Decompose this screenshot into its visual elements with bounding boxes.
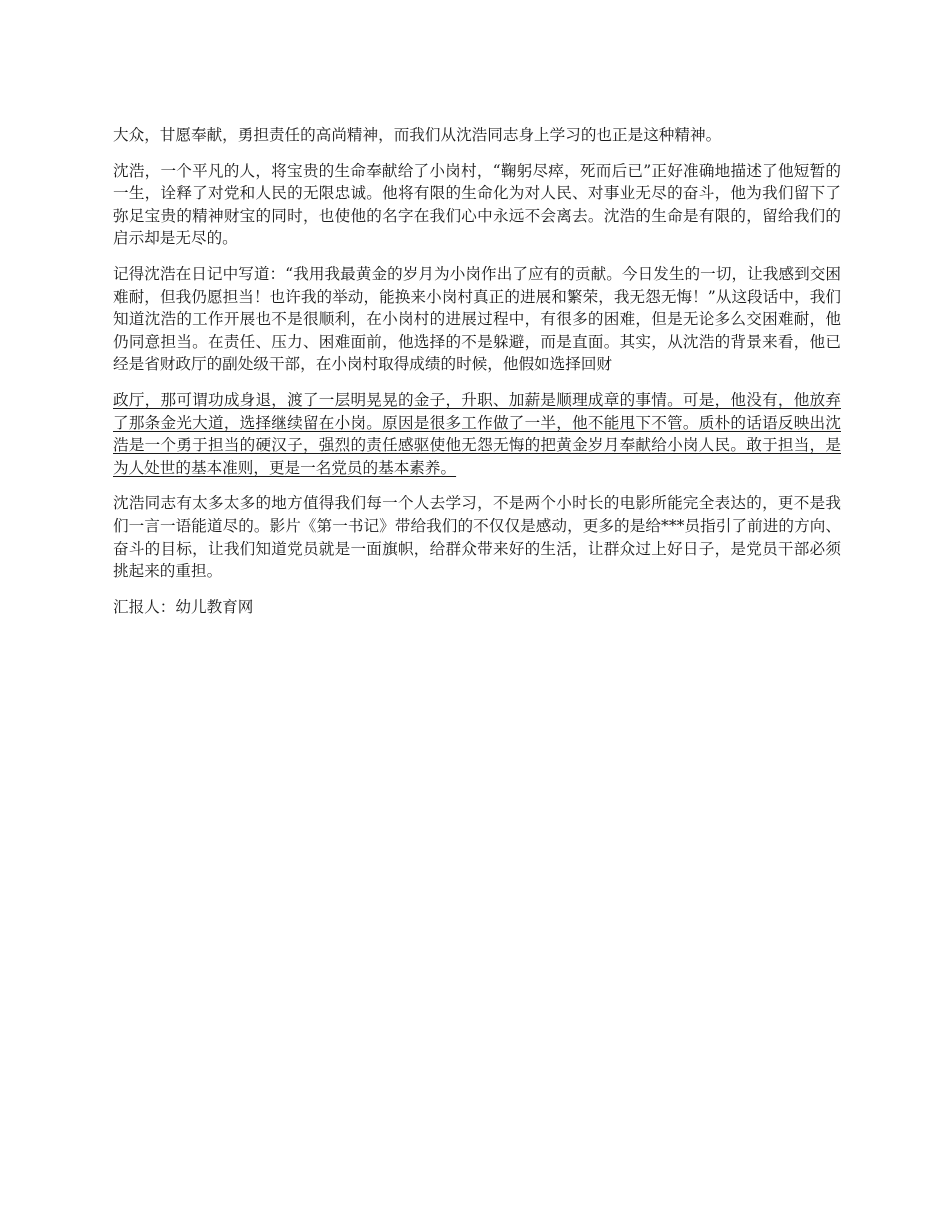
paragraph-diary-quote: 记得沈浩在日记中写道：“我用我最黄金的岁月为小岗作出了应有的贡献。今日发生的一切，让我感到交困难耐，但我仍愿担当！也许我的举动，能换来小岗村真正的进展和繁荣，我无怨无悔！”从这段话中，我们知道沈浩的工作开展也不是很顺利，在小岗村的进展过程中，有很多的困难，但是无论多么交困难耐，他仍同意担当。在责任、压力、困难面前，他选择的不是躲避，而是直面。其实，从沈浩的背景来看，他已经是省财政厅的副处级干部，在小岗村取得成绩的时候，他假如选择回财 [113,264,841,374]
paragraph-shenhao-life: 沈浩，一个平凡的人，将宝贵的生命奉献给了小岗村，“鞠躬尽瘁，死而后已”正好准确地描述了他短暂的一生，诠释了对党和人民的无限忠诚。他将有限的生命化为对人民、对事业无尽的奋斗，他为我们留下了弥足宝贵的精神财宝的同时，也使他的名字在我们心中永远不会离去。沈浩的生命是有限的，留给我们的启示却是无尽的。 [113,161,841,248]
signature: 汇报人：幼儿教育网 [113,597,254,616]
paragraph-underlined-choice: 政厅，那可谓功成身退，渡了一层明晃晃的金子，升职、加薪是顺理成章的事情。可是，他没有，他放弃了那条金光大道，选择继续留在小岗。原因是很多工作做了一半，他不能甩下不管。质朴的话语反映出沈浩是一个勇于担当的硬汉子，强烈的责任感驱使他无怨无悔的把黄金岁月奉献给小岗人民。敢于担当，是为人处世的基本准则，更是一名党员的基本素养。 [113,390,841,477]
document-page [113,124,841,631]
paragraph-intro: 大众，甘愿奉献，勇担责任的高尚精神，而我们从沈浩同志身上学习的也正是这种精神。 [113,126,722,144]
paragraph-conclusion: 沈浩同志有太多太多的地方值得我们每一个人去学习，不是两个小时长的电影所能完全表达的，更不是我们一言一语能道尽的。影片《第一书记》带给我们的不仅仅是感动，更多的是给***员指引了前进的方向、奋斗的目标，让我们知道党员就是一面旗帜，给群众带来好的生活，让群众过上好日子，是党员干部必须挑起来的重担。 [113,494,841,581]
